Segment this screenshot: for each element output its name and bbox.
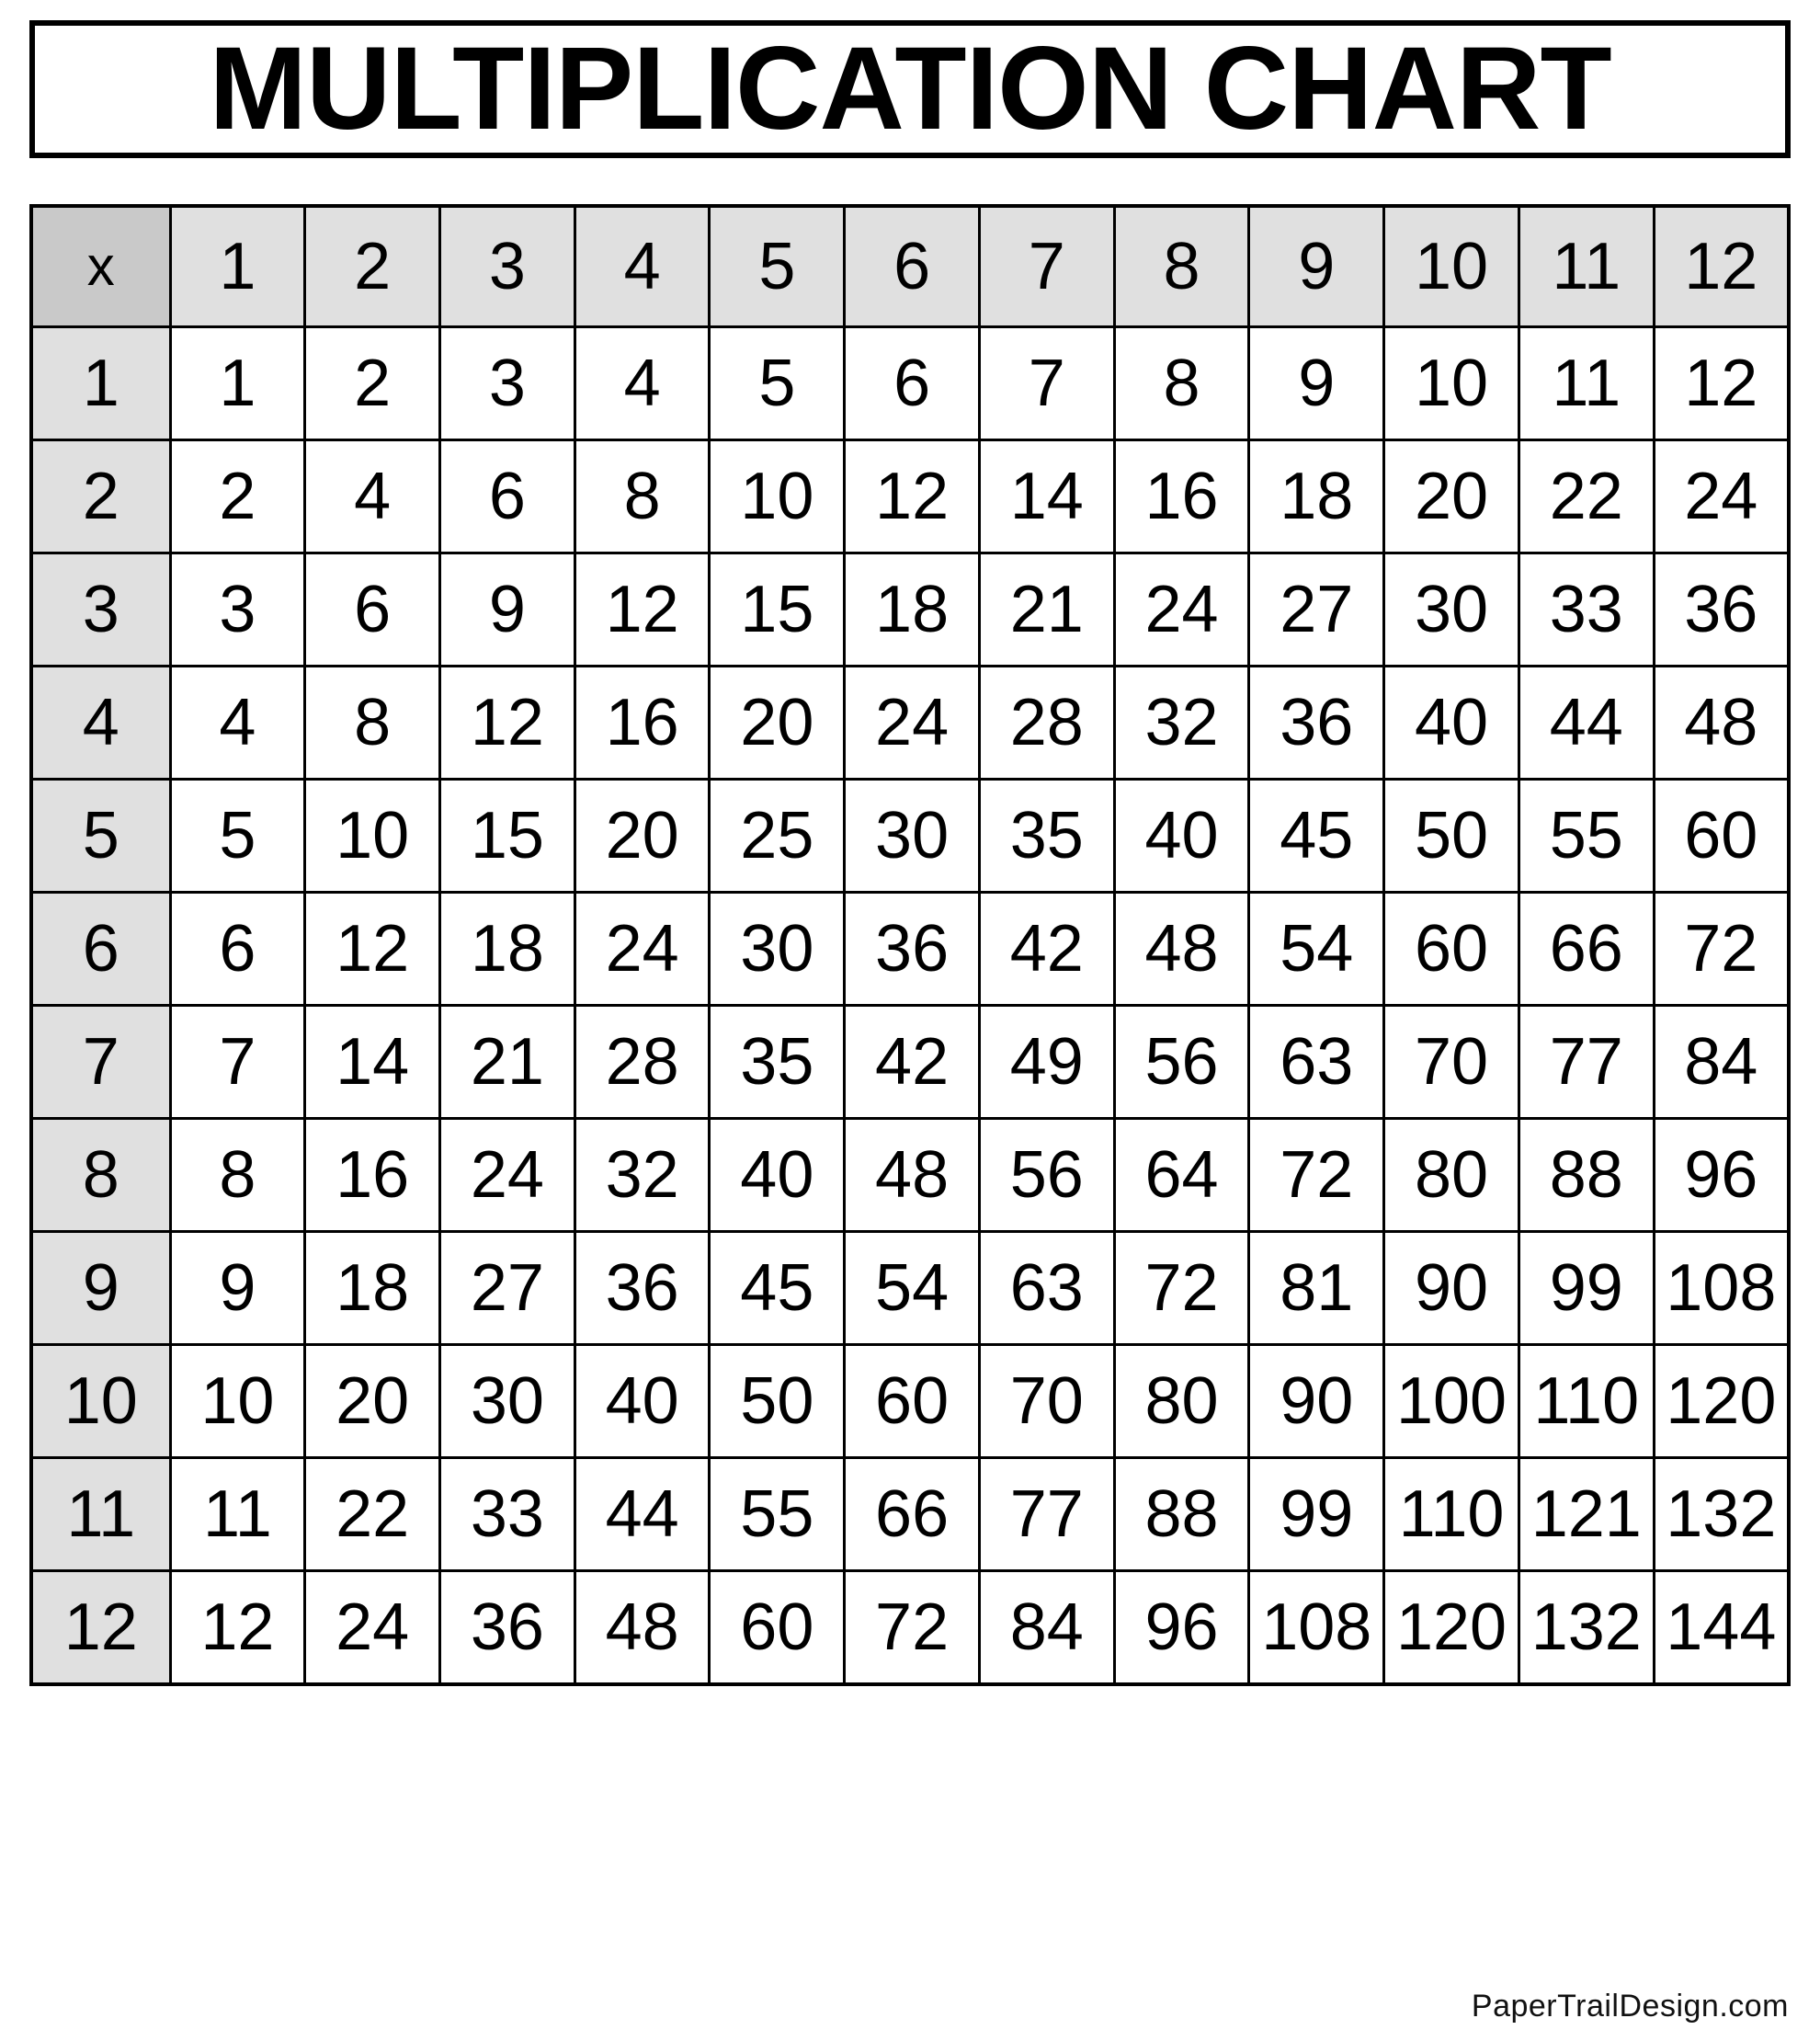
column-header-1: 1 (170, 206, 305, 327)
product-cell: 36 (574, 1232, 710, 1345)
column-header-12: 12 (1654, 206, 1789, 327)
column-header-5: 5 (710, 206, 845, 327)
product-cell: 48 (1114, 893, 1249, 1006)
product-cell: 9 (170, 1232, 305, 1345)
product-cell: 96 (1654, 1119, 1789, 1232)
product-cell: 18 (845, 553, 980, 667)
row-header-3: 3 (31, 553, 170, 667)
product-cell: 60 (845, 1345, 980, 1458)
product-cell: 30 (845, 780, 980, 893)
product-cell: 4 (305, 440, 440, 553)
product-cell: 8 (170, 1119, 305, 1232)
product-cell: 40 (1114, 780, 1249, 893)
product-cell: 66 (1519, 893, 1654, 1006)
product-cell: 3 (170, 553, 305, 667)
product-cell: 21 (440, 1006, 575, 1119)
product-cell: 77 (979, 1458, 1114, 1571)
product-cell: 72 (1114, 1232, 1249, 1345)
table-row (31, 1458, 1789, 1571)
product-cell: 24 (845, 667, 980, 780)
product-cell: 16 (1114, 440, 1249, 553)
product-cell: 42 (979, 893, 1114, 1006)
product-cell: 12 (440, 667, 575, 780)
product-cell: 63 (1249, 1006, 1384, 1119)
product-cell: 132 (1519, 1571, 1654, 1685)
product-cell: 30 (1384, 553, 1519, 667)
column-header-4: 4 (574, 206, 710, 327)
row-header-7: 7 (31, 1006, 170, 1119)
product-cell: 6 (845, 327, 980, 440)
table-row (31, 1571, 1789, 1685)
product-cell: 40 (574, 1345, 710, 1458)
product-cell: 96 (1114, 1571, 1249, 1685)
product-cell: 63 (979, 1232, 1114, 1345)
row-header-10: 10 (31, 1345, 170, 1458)
row-header-1: 1 (31, 327, 170, 440)
column-header-7: 7 (979, 206, 1114, 327)
product-cell: 4 (574, 327, 710, 440)
product-cell: 24 (305, 1571, 440, 1685)
product-cell: 20 (710, 667, 845, 780)
product-cell: 8 (574, 440, 710, 553)
product-cell: 20 (305, 1345, 440, 1458)
column-header-8: 8 (1114, 206, 1249, 327)
product-cell: 9 (1249, 327, 1384, 440)
product-cell: 45 (1249, 780, 1384, 893)
product-cell: 40 (1384, 667, 1519, 780)
product-cell: 36 (845, 893, 980, 1006)
multiplication-table-wrapper (29, 204, 1791, 1686)
product-cell: 108 (1654, 1232, 1789, 1345)
product-cell: 10 (305, 780, 440, 893)
product-cell: 10 (1384, 327, 1519, 440)
product-cell: 80 (1384, 1119, 1519, 1232)
column-header-2: 2 (305, 206, 440, 327)
product-cell: 27 (440, 1232, 575, 1345)
product-cell: 72 (1654, 893, 1789, 1006)
product-cell: 11 (1519, 327, 1654, 440)
column-header-6: 6 (845, 206, 980, 327)
product-cell: 56 (1114, 1006, 1249, 1119)
table-row (31, 1232, 1789, 1345)
row-header-5: 5 (31, 780, 170, 893)
title-box (29, 20, 1791, 158)
table-body (31, 206, 1789, 1684)
product-cell: 36 (1249, 667, 1384, 780)
product-cell: 110 (1384, 1458, 1519, 1571)
table-row (31, 327, 1789, 440)
product-cell: 18 (1249, 440, 1384, 553)
product-cell: 20 (574, 780, 710, 893)
product-cell: 50 (710, 1345, 845, 1458)
product-cell: 35 (710, 1006, 845, 1119)
product-cell: 12 (574, 553, 710, 667)
product-cell: 90 (1249, 1345, 1384, 1458)
product-cell: 144 (1654, 1571, 1789, 1685)
product-cell: 77 (1519, 1006, 1654, 1119)
product-cell: 1 (170, 327, 305, 440)
product-cell: 18 (305, 1232, 440, 1345)
product-cell: 10 (710, 440, 845, 553)
product-cell: 48 (845, 1119, 980, 1232)
product-cell: 28 (574, 1006, 710, 1119)
product-cell: 6 (440, 440, 575, 553)
row-header-6: 6 (31, 893, 170, 1006)
table-row (31, 553, 1789, 667)
product-cell: 14 (305, 1006, 440, 1119)
product-cell: 4 (170, 667, 305, 780)
product-cell: 33 (1519, 553, 1654, 667)
product-cell: 20 (1384, 440, 1519, 553)
product-cell: 84 (1654, 1006, 1789, 1119)
product-cell: 6 (170, 893, 305, 1006)
product-cell: 70 (979, 1345, 1114, 1458)
product-cell: 32 (574, 1119, 710, 1232)
product-cell: 48 (574, 1571, 710, 1685)
product-cell: 6 (305, 553, 440, 667)
product-cell: 2 (305, 327, 440, 440)
table-header-row (31, 206, 1789, 327)
column-header-9: 9 (1249, 206, 1384, 327)
table-row (31, 667, 1789, 780)
product-cell: 60 (1654, 780, 1789, 893)
product-cell: 30 (440, 1345, 575, 1458)
row-header-9: 9 (31, 1232, 170, 1345)
row-header-11: 11 (31, 1458, 170, 1571)
product-cell: 49 (979, 1006, 1114, 1119)
product-cell: 21 (979, 553, 1114, 667)
table-row (31, 780, 1789, 893)
product-cell: 72 (845, 1571, 980, 1685)
product-cell: 55 (1519, 780, 1654, 893)
row-header-2: 2 (31, 440, 170, 553)
product-cell: 18 (440, 893, 575, 1006)
product-cell: 30 (710, 893, 845, 1006)
product-cell: 10 (170, 1345, 305, 1458)
page-title: MULTIPLICATION CHART (209, 23, 1611, 154)
row-header-8: 8 (31, 1119, 170, 1232)
product-cell: 81 (1249, 1232, 1384, 1345)
product-cell: 55 (710, 1458, 845, 1571)
product-cell: 24 (1654, 440, 1789, 553)
product-cell: 22 (1519, 440, 1654, 553)
product-cell: 32 (1114, 667, 1249, 780)
product-cell: 48 (1654, 667, 1789, 780)
product-cell: 5 (170, 780, 305, 893)
product-cell: 28 (979, 667, 1114, 780)
product-cell: 36 (1654, 553, 1789, 667)
product-cell: 44 (1519, 667, 1654, 780)
product-cell: 120 (1654, 1345, 1789, 1458)
product-cell: 132 (1654, 1458, 1789, 1571)
column-header-3: 3 (440, 206, 575, 327)
product-cell: 12 (845, 440, 980, 553)
product-cell: 35 (979, 780, 1114, 893)
product-cell: 50 (1384, 780, 1519, 893)
row-header-4: 4 (31, 667, 170, 780)
product-cell: 12 (170, 1571, 305, 1685)
product-cell: 3 (440, 327, 575, 440)
product-cell: 25 (710, 780, 845, 893)
product-cell: 36 (440, 1571, 575, 1685)
product-cell: 15 (710, 553, 845, 667)
multiplication-table (29, 204, 1791, 1686)
product-cell: 27 (1249, 553, 1384, 667)
product-cell: 16 (305, 1119, 440, 1232)
product-cell: 110 (1519, 1345, 1654, 1458)
product-cell: 108 (1249, 1571, 1384, 1685)
table-row (31, 893, 1789, 1006)
product-cell: 24 (1114, 553, 1249, 667)
product-cell: 120 (1384, 1571, 1519, 1685)
table-row (31, 1119, 1789, 1232)
product-cell: 64 (1114, 1119, 1249, 1232)
product-cell: 99 (1519, 1232, 1654, 1345)
product-cell: 24 (574, 893, 710, 1006)
product-cell: 60 (710, 1571, 845, 1685)
product-cell: 7 (170, 1006, 305, 1119)
product-cell: 70 (1384, 1006, 1519, 1119)
product-cell: 42 (845, 1006, 980, 1119)
product-cell: 2 (170, 440, 305, 553)
product-cell: 9 (440, 553, 575, 667)
site-credit: PaperTrailDesign.com (1471, 1989, 1789, 2024)
table-corner-cell: x (31, 206, 170, 327)
product-cell: 60 (1384, 893, 1519, 1006)
row-header-12: 12 (31, 1571, 170, 1685)
product-cell: 66 (845, 1458, 980, 1571)
column-header-10: 10 (1384, 206, 1519, 327)
product-cell: 11 (170, 1458, 305, 1571)
product-cell: 88 (1114, 1458, 1249, 1571)
product-cell: 54 (845, 1232, 980, 1345)
product-cell: 8 (1114, 327, 1249, 440)
product-cell: 40 (710, 1119, 845, 1232)
product-cell: 99 (1249, 1458, 1384, 1571)
product-cell: 54 (1249, 893, 1384, 1006)
product-cell: 14 (979, 440, 1114, 553)
product-cell: 80 (1114, 1345, 1249, 1458)
product-cell: 121 (1519, 1458, 1654, 1571)
product-cell: 24 (440, 1119, 575, 1232)
product-cell: 44 (574, 1458, 710, 1571)
table-row (31, 440, 1789, 553)
product-cell: 56 (979, 1119, 1114, 1232)
product-cell: 7 (979, 327, 1114, 440)
product-cell: 100 (1384, 1345, 1519, 1458)
product-cell: 72 (1249, 1119, 1384, 1232)
product-cell: 5 (710, 327, 845, 440)
product-cell: 33 (440, 1458, 575, 1571)
column-header-11: 11 (1519, 206, 1654, 327)
product-cell: 90 (1384, 1232, 1519, 1345)
product-cell: 12 (305, 893, 440, 1006)
table-row (31, 1345, 1789, 1458)
product-cell: 12 (1654, 327, 1789, 440)
product-cell: 15 (440, 780, 575, 893)
product-cell: 88 (1519, 1119, 1654, 1232)
product-cell: 8 (305, 667, 440, 780)
product-cell: 45 (710, 1232, 845, 1345)
product-cell: 84 (979, 1571, 1114, 1685)
product-cell: 22 (305, 1458, 440, 1571)
product-cell: 16 (574, 667, 710, 780)
table-row (31, 1006, 1789, 1119)
